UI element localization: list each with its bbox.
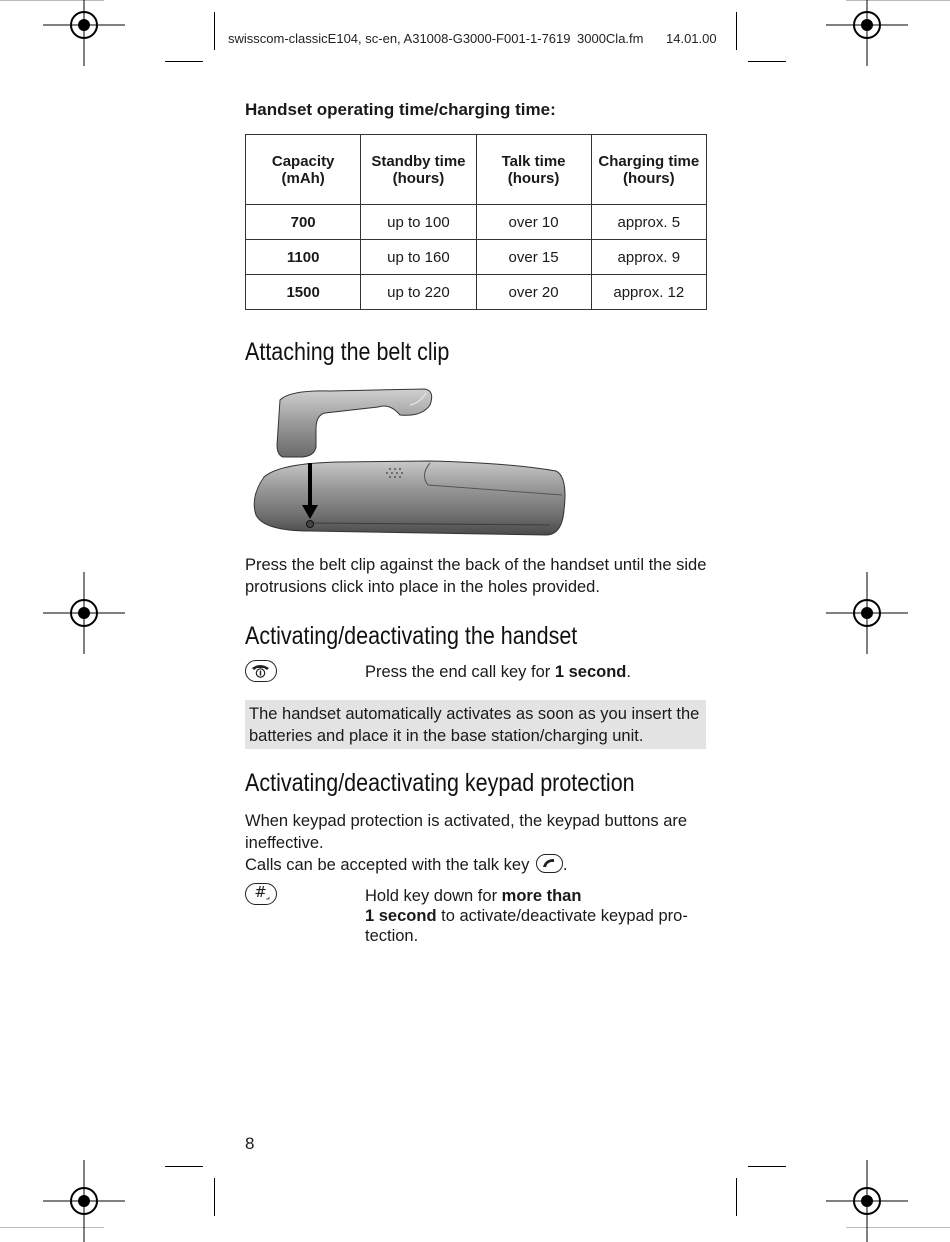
belt-clip-illustration	[250, 385, 570, 540]
keypad-text: When keypad protection is activated, the keypad buttons are ineffective. Calls can be accepted with the talk key .	[245, 812, 688, 874]
crop-mark	[736, 12, 737, 50]
table-cell: 1500	[246, 275, 361, 310]
crop-mark	[736, 1178, 737, 1216]
registration-mark-icon	[826, 1160, 908, 1242]
crop-mark	[165, 61, 203, 62]
table-cell: approx. 12	[591, 275, 706, 310]
table-cell: 1100	[246, 240, 361, 275]
column-header-charging: Charging time (hours)	[591, 135, 706, 205]
column-header-capacity: Capacity (mAh)	[246, 135, 361, 205]
registration-mark-icon	[43, 0, 125, 66]
belt-clip-text: Press the belt clip against the back of the handset until the side protrusions click into place in the holes provided.	[245, 556, 707, 596]
handset-instruction: Press the end call key for 1 second.	[365, 663, 631, 681]
page-number: 8	[245, 1134, 255, 1153]
header-date: 14.01.00	[666, 31, 717, 46]
table-row	[246, 275, 707, 310]
registration-mark-icon	[43, 572, 125, 654]
operating-time-table	[245, 134, 707, 310]
talk-key-icon	[536, 854, 563, 873]
table-cell: over 20	[476, 275, 591, 310]
registration-mark-icon	[43, 1160, 125, 1242]
column-header-standby: Standby time (hours)	[361, 135, 476, 205]
header-doc-id: swisscom-classicE104, sc-en, A31008-G3000-F001-1-7619	[228, 31, 571, 46]
handset-note: The handset automatically activates as soon as you insert the batteries and place it in the base station/charging unit.	[245, 700, 706, 749]
column-header-talk: Talk time (hours)	[476, 135, 591, 205]
crop-mark	[748, 1166, 786, 1167]
section-heading-keypad: Activating/deactivating keypad protection	[245, 769, 635, 797]
table-row	[246, 205, 707, 240]
crop-mark	[165, 1166, 203, 1167]
crop-mark	[748, 61, 786, 62]
table-cell: approx. 5	[591, 205, 706, 240]
section-heading-belt-clip: Attaching the belt clip	[245, 338, 450, 366]
keypad-instruction: Hold key down for more than 1 second to activate/deactivate keypad protection.	[365, 887, 688, 945]
table-cell: over 15	[476, 240, 591, 275]
table-cell: up to 220	[361, 275, 476, 310]
crop-mark	[214, 1178, 215, 1216]
end-call-key-icon	[245, 660, 277, 682]
table-header-row	[246, 135, 707, 205]
table-row	[246, 240, 707, 275]
table-cell: approx. 9	[591, 240, 706, 275]
table-title: Handset operating time/charging time:	[245, 100, 556, 119]
table-cell: over 10	[476, 205, 591, 240]
crop-mark	[214, 12, 215, 50]
table-cell: up to 160	[361, 240, 476, 275]
section-heading-handset: Activating/deactivating the handset	[245, 622, 578, 650]
table-cell: up to 100	[361, 205, 476, 240]
registration-mark-icon	[826, 0, 908, 66]
svg-text:#: #	[254, 884, 267, 901]
header-file: 3000Cla.fm	[577, 31, 644, 46]
registration-mark-icon	[826, 572, 908, 654]
table-cell: 700	[246, 205, 361, 240]
hash-key-icon	[245, 883, 277, 905]
